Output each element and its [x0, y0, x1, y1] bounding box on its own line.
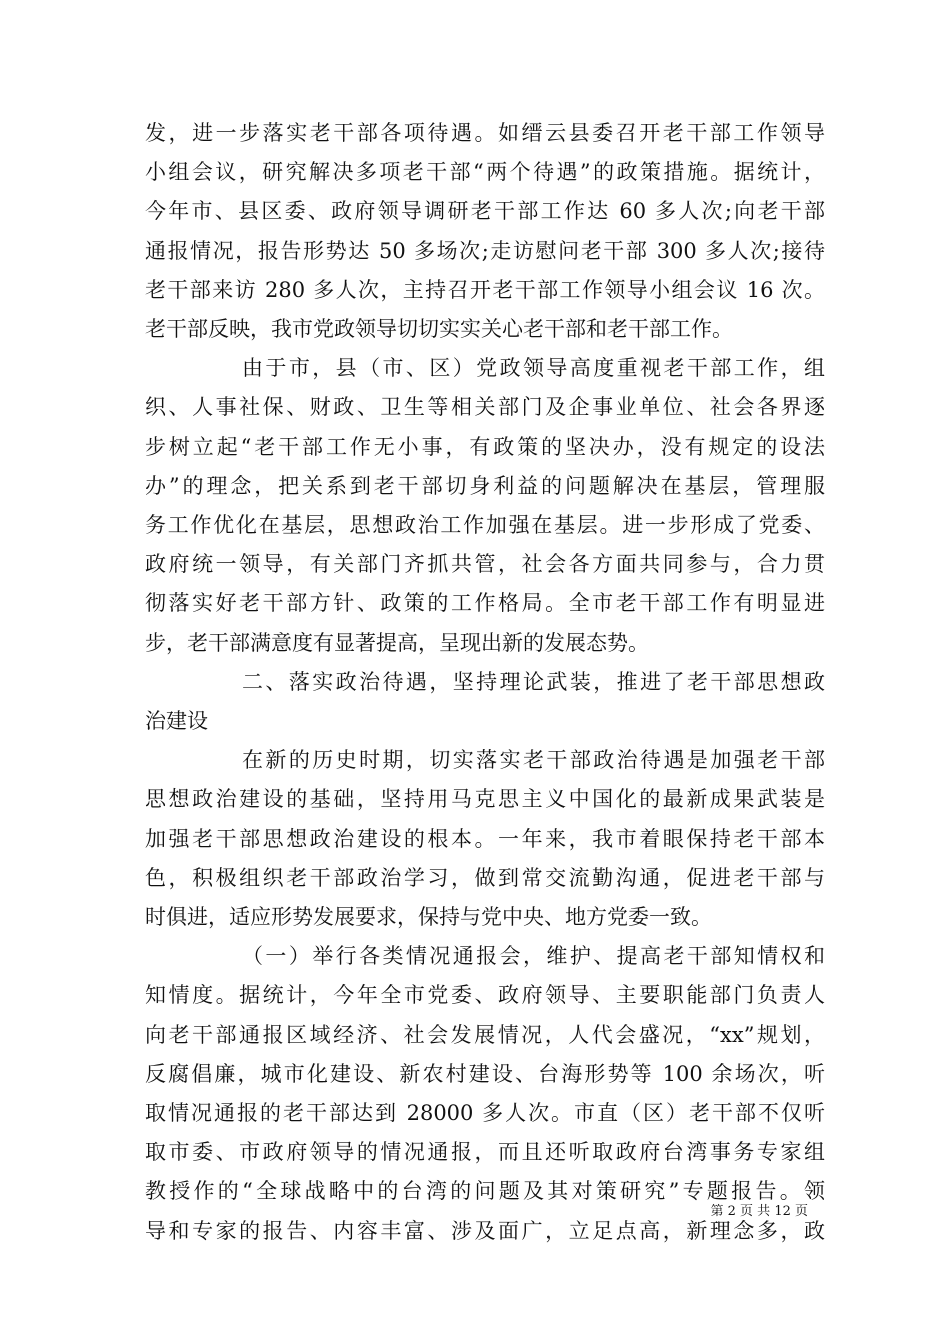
section-heading-line: 治建设 [145, 709, 208, 733]
text-line: 办”的理念，把关系到老干部切身利益的问题解决在基层，管理服 [145, 473, 825, 498]
text-line: 彻落实好老干部方针、政策的工作格局。全市老干部工作有明显进 [145, 591, 825, 616]
text-line: 导和专家的报告、内容丰富、涉及面广，立足点高，新理念多，政 [145, 1218, 825, 1243]
text-line: 加强老干部思想政治建设的根本。一年来，我市着眼保持老干部本 [145, 826, 825, 851]
text-line: 老干部来访 280 多人次，主持召开老干部工作领导小组会议 16 次。 [145, 277, 825, 302]
text-line: 通报情况，报告形势达 50 多场次;走访慰问老干部 300 多人次;接待 [145, 238, 825, 263]
text-line: 反腐倡廉，城市化建设、新农村建设、台海形势等 100 余场次，听 [145, 1061, 825, 1086]
text-line: 在新的历史时期，切实落实老干部政治待遇是加强老干部 [242, 748, 825, 773]
text-line: 知情度。据统计，今年全市党委、政府领导、主要职能部门负责人 [145, 983, 825, 1008]
section-heading-line: 二、落实政治待遇，坚持理论武装，推进了老干部思想政 [242, 669, 825, 694]
text-line: 政府统一领导，有关部门齐抓共管，社会各方面共同参与，合力贯 [145, 552, 825, 577]
text-line: 发，进一步落实老干部各项待遇。如缙云县委召开老干部工作领导 [145, 121, 825, 145]
text-line: 步树立起“老干部工作无小事，有政策的坚决办，没有规定的设法 [145, 434, 825, 459]
text-line: 织、人事社保、财政、卫生等相关部门及企事业单位、社会各界逐 [145, 395, 825, 420]
text-line: 教授作的“全球战略中的台湾的问题及其对策研究”专题报告。领 [145, 1179, 825, 1204]
text-line: （一）举行各类情况通报会，维护、提高老干部知情权和 [242, 944, 825, 969]
text-line: 思想政治建设的基础，坚持用马克思主义中国化的最新成果武装是 [145, 787, 825, 812]
text-line: 色，积极组织老干部政治学习，做到常交流勤沟通，促进老干部与 [145, 865, 825, 890]
text-line: 由于市，县（市、区）党政领导高度重视老干部工作，组 [242, 356, 825, 381]
text-line: 今年市、县区委、政府领导调研老干部工作达 60 多人次;向老干部 [145, 199, 825, 224]
text-line: 务工作优化在基层，思想政治工作加强在基层。进一步形成了党委、 [145, 513, 825, 537]
text-line: 取情况通报的老干部达到 28000 多人次。市直（区）老干部不仅听 [145, 1101, 825, 1125]
text-line: 小组会议，研究解决多项老干部“两个待遇”的政策措施。据统计， [145, 160, 825, 185]
text-line: 时俱进，适应形势发展要求，保持与党中央、地方党委一致。 [145, 905, 712, 929]
text-line: 向老干部通报区域经济、社会发展情况，人代会盛况，“xx”规划， [145, 1022, 825, 1047]
text-line: 老干部反映，我市党政领导切切实实关心老干部和老干部工作。 [145, 317, 733, 341]
text-line: 步，老干部满意度有显著提高，呈现出新的发展态势。 [145, 630, 649, 655]
page-number-footer: 第 2 页 共 12 页 [710, 1204, 808, 1219]
text-line: 取市委、市政府领导的情况通报，而且还听取政府台湾事务专家组 [145, 1140, 825, 1165]
